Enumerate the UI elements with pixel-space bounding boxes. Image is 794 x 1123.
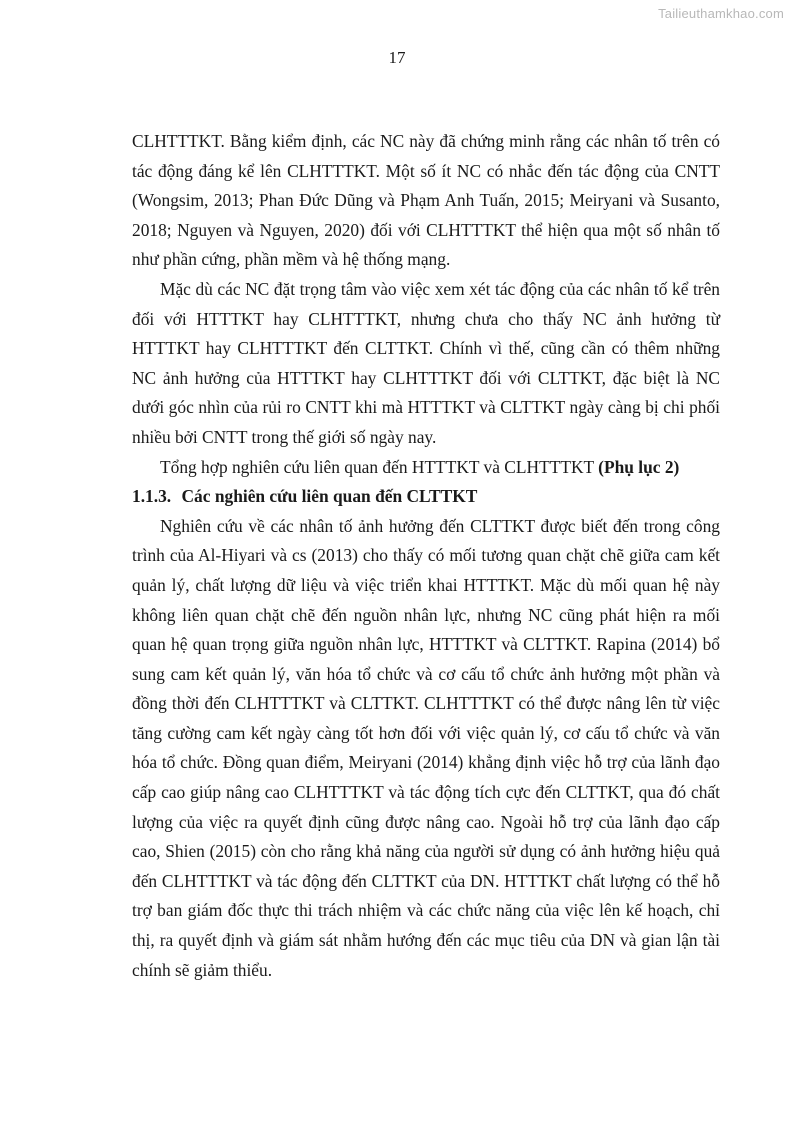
section-title: Các nghiên cứu liên quan đến CLTTKT [181,486,478,507]
paragraph: Nghiên cứu về các nhân tố ảnh hưởng đến CLTTKT được biết đến trong công trình của Al-Hiyari và cs (2013) cho thấy có mối tương quan chặt chẽ giữa cam kết quản lý, chất lượng dữ liệu và việc triển khai HTTTKT. Mặc dù mối quan hệ này không liên quan chặt chẽ đến nguồn nhân lực, nhưng NC cũng phát hiện ra mối quan hệ quan trọng giữa nguồn nhân lực, HTTTKT và CLTTKT. Rapina (2014) bổ sung cam kết quản lý, văn hóa tổ chức và cơ cấu tổ chức ảnh hưởng một phần và đồng thời đến CLHTTTKT và CLTTKT. CLHTTTKT có thể được nâng lên từ việc tăng cường cam kết ngày càng tốt hơn đối với việc quản lý, cơ cấu tổ chức và văn hóa tổ chức. Đồng quan điểm, Meiryani (2014) khẳng định việc hỗ trợ của lãnh đạo cấp cao giúp nâng cao CLHTTTKT và tác động tích cực đến CLTTKT, qua đó chất lượng của việc ra quyết định cũng được nâng cao. Ngoài hỗ trợ của lãnh đạo cấp cao, Shien (2015) còn cho rằng khả năng của người sử dụng có ảnh hưởng hiệu quả đến CLHTTTKT và tác động đến CLTTKT của DN. HTTTKT chất lượng có thể hỗ trợ ban giám đốc thực thi trách nhiệm và các chức năng của việc lên kế hoạch, chỉ thị, ra quyết định và giám sát nhằm hướng đến các mục tiêu của DN và gian lận tài chính sẽ giảm thiểu. [132,515,720,980]
summary-text: Tổng hợp nghiên cứu liên quan đến HTTTKT và CLHTTTKT [160,456,599,477]
section-number: 1.1.3. [132,486,172,507]
appendix-reference: (Phụ lục 2) [598,456,680,477]
paragraph: Mặc dù các NC đặt trọng tâm vào việc xem xét tác động của các nhân tố kể trên đối với HTTTKT hay CLHTTTKT, nhưng chưa cho thấy NC ảnh hưởng từ HTTTKT hay CLHTTTKT đến CLTTKT. Chính vì thế, cũng cần có thêm những NC ảnh hưởng của HTTTKT hay CLHTTTKT đối với CLTTKT, đặc biệt là NC dưới góc nhìn của rủi ro CNTT khi mà HTTTKT và CLTTKT ngày càng bị chi phối nhiều bởi CNTT trong thế giới số ngày nay. [132,278,720,447]
paragraph-summary-reference [132,453,720,483]
watermark: Tailieuthamkhao.com [658,6,784,21]
section-heading [132,482,720,512]
page-number: 17 [388,48,406,67]
document-body [132,127,720,985]
paragraph-continued: CLHTTTKT. Bằng kiểm định, các NC này đã chứng minh rằng các nhân tố trên có tác động đáng kể lên CLHTTTKT. Một số ít NC có nhắc đến tác động của CNTT (Wongsim, 2013; Phan Đức Dũng và Phạm Anh Tuấn, 2015; Meiryani và Susanto, 2018; Nguyen và Nguyen, 2020) đối với CLHTTTKT thể hiện qua một số nhân tố như phần cứng, phần mềm và hệ thống mạng. [132,131,720,270]
